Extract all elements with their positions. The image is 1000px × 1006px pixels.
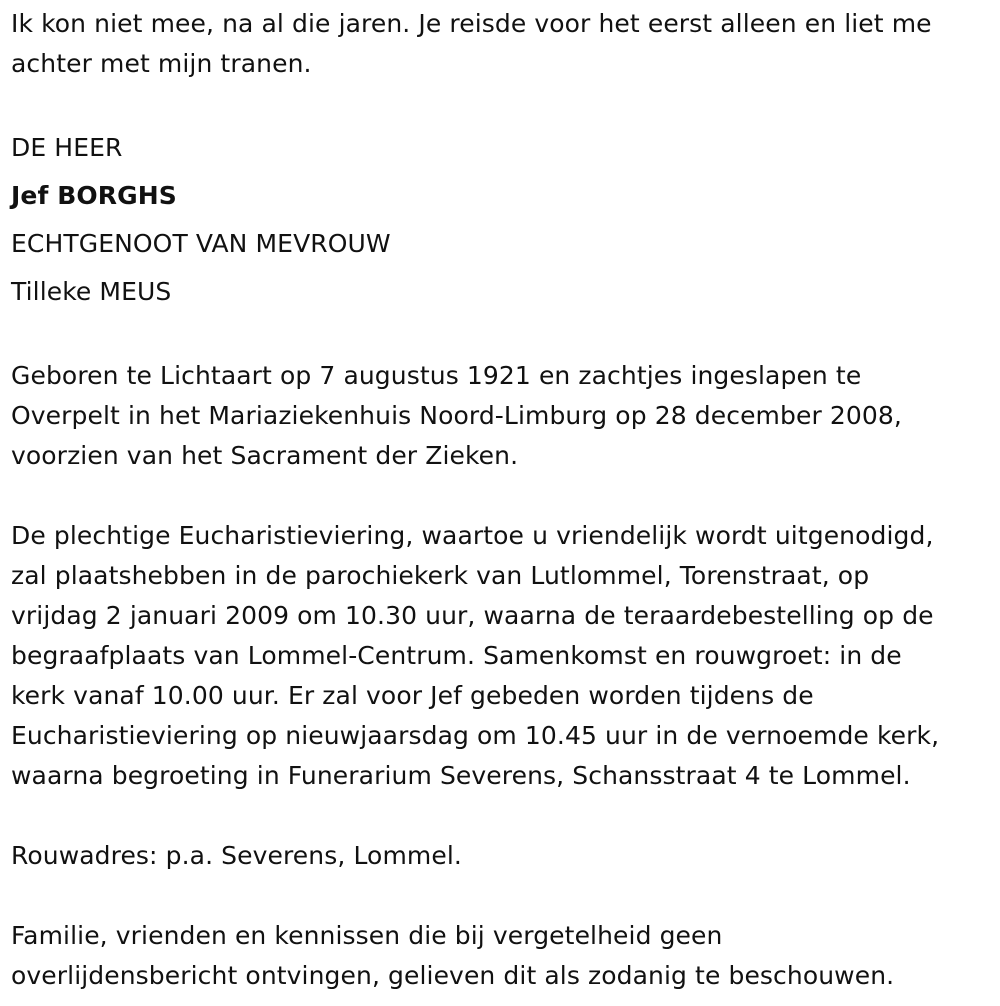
paragraph-gap [11,84,1000,124]
ceremony-line: waarna begroeting in Funerarium Severens, Schansstraat 4 te Lommel. [11,761,911,790]
mourning-address: Rouwadres: p.a. Severens, Lommel. [11,841,462,870]
spouse-name: Tilleke MEUS [11,277,172,306]
ceremony-line: zal plaatshebben in de parochiekerk van Lutlommel, Torenstraat, op [11,561,870,590]
birth-paragraph [11,356,1000,476]
intro-paragraph [11,4,1000,84]
honorific-title: DE HEER [11,133,123,162]
birth-line: voorzien van het Sacrament der Zieken. [11,441,519,470]
ceremony-line: kerk vanaf 10.00 uur. Er zal voor Jef gebeden worden tijdens de [11,681,814,710]
relation-text: ECHTGENOOT VAN MEVROUW [11,229,391,258]
birth-line: Overpelt in het Mariaziekenhuis Noord-Limburg op 28 december 2008, [11,401,902,430]
paragraph-gap [11,316,1000,356]
ceremony-line: Eucharistieviering op nieuwjaarsdag om 10.45 uur in de vernoemde kerk, [11,721,940,750]
paragraph-gap [11,796,1000,836]
deceased-name: Jef BORGHS [11,181,177,210]
deceased-block [11,124,1000,316]
closing-line: Familie, vrienden en kennissen die bij vergetelheid geen [11,921,723,950]
closing-line: overlijdensbericht ontvingen, gelieven dit als zodanig te beschouwen. [11,961,895,990]
closing-paragraph [11,916,1000,996]
ceremony-paragraph [11,516,1000,796]
paragraph-gap [11,876,1000,916]
intro-line: achter met mijn tranen. [11,49,312,78]
ceremony-line: begraafplaats van Lommel-Centrum. Samenkomst en rouwgroet: in de [11,641,902,670]
ceremony-line: De plechtige Eucharistieviering, waartoe u vriendelijk wordt uitgenodigd, [11,521,934,550]
paragraph-gap [11,476,1000,516]
ceremony-line: vrijdag 2 januari 2009 om 10.30 uur, waarna de teraardebestelling op de [11,601,934,630]
birth-line: Geboren te Lichtaart op 7 augustus 1921 en zachtjes ingeslapen te [11,361,862,390]
intro-line: Ik kon niet mee, na al die jaren. Je reisde voor het eerst alleen en liet me [11,9,932,38]
